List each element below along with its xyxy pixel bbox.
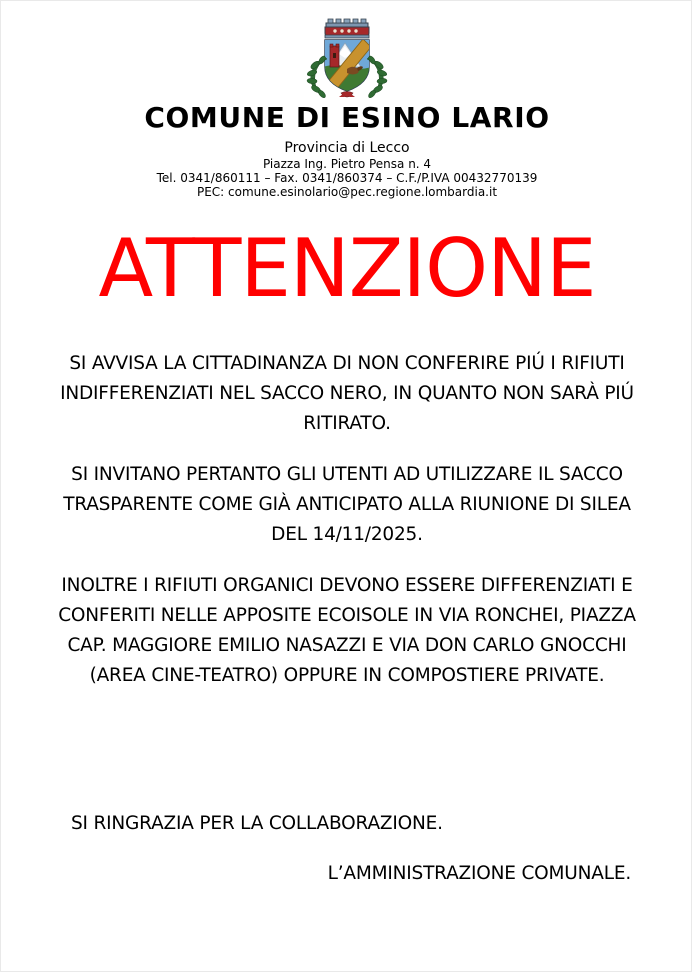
closing-thanks-line: SI RINGRAZIA PER LA COLLABORAZIONE.: [71, 813, 443, 834]
notice-body: [47, 349, 647, 691]
province-line: Provincia di Lecco: [284, 140, 410, 156]
notice-heading: ATTENZIONE: [98, 222, 596, 315]
signature-line: L’AMMINISTRAZIONE COMUNALE.: [327, 863, 631, 884]
notice-paragraph: SI AVVISA LA CITTADINANZA DI NON CONFERIRE PIÚ I RIFIUTI INDIFFERENZIATI NEL SACCO NERO, IN QUANTO NON SARÀ PIÚ RITIRATO.: [60, 353, 634, 434]
coat-of-arms-icon: [295, 13, 399, 99]
emblem-container: [1, 13, 692, 99]
mural-crown-icon: [325, 19, 369, 38]
pec-email-line: PEC: comune.esinolario@pec.regione.lombardia.it: [196, 185, 498, 199]
address-line: Piazza Ing. Pietro Pensa n. 4: [262, 157, 432, 171]
page-title: COMUNE DI ESINO LARIO: [144, 101, 550, 134]
ribbon-icon: [339, 92, 355, 98]
document-header: [1, 101, 692, 199]
phone-fax-vat-line: Tel. 0341/860111 – Fax. 0341/860374 – C.F./P.IVA 00432770139: [156, 171, 538, 185]
contact-block: [1, 140, 692, 199]
notice-paragraph: SI INVITANO PERTANTO GLI UTENTI AD UTILIZZARE IL SACCO TRASPARENTE COME GIÀ ANTICIPATO ALLA RIUNIONE DI SILEA DEL 14/11/2025.: [63, 464, 631, 545]
notice-paragraph: INOLTRE I RIFIUTI ORGANICI DEVONO ESSERE DIFFERENZIATI E CONFERITI NELLE APPOSITE ECOISOLE IN VIA RONCHEI, PIAZZA CAP. MAGGIORE EMILIO NASAZZI E VIA DON CARLO GNOCCHI (AREA CINE-TEATRO) OPPURE IN COMPOSTIERE PRIVATE.: [58, 575, 636, 686]
shield-icon: [323, 39, 371, 93]
